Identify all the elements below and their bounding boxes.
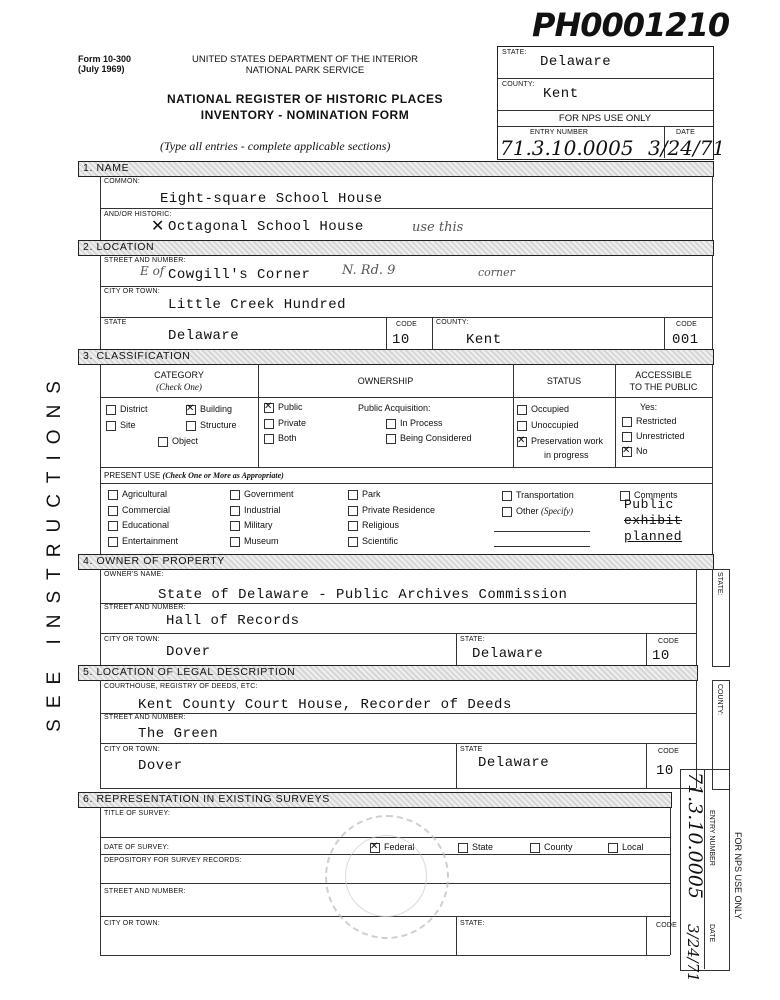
nps-county: Kent	[543, 86, 579, 102]
stat-in-progress: in progress	[544, 450, 589, 460]
section-6-title: 6. REPRESENTATION IN EXISTING SURVEYS	[83, 793, 330, 805]
state-label: STATE	[104, 319, 127, 326]
survey-street-label: STREET AND NUMBER:	[104, 888, 186, 895]
section-1-title: 1. NAME	[83, 162, 130, 174]
department: UNITED STATES DEPARTMENT OF THE INTERIOR	[192, 54, 418, 65]
level-county[interactable]: County	[530, 842, 573, 853]
category-label: CATEGORY	[154, 370, 204, 380]
section-5-title: 5. LOCATION OF LEGAL DESCRIPTION	[83, 666, 296, 678]
form-title	[140, 91, 470, 123]
owner-city-label: CITY OR TOWN:	[104, 636, 160, 643]
legal-street-label: STREET AND NUMBER:	[104, 714, 186, 721]
cat-structure[interactable]: Structure	[186, 420, 237, 431]
typed-comments: Public exhibit planned	[624, 497, 683, 544]
code-label: CODE	[396, 321, 418, 328]
legal-city-label: CITY OR TOWN:	[104, 746, 160, 753]
acq-being-considered[interactable]: Being Considered	[386, 433, 472, 444]
accessible-1: ACCESSIBLE	[635, 370, 692, 380]
section-5-bar	[78, 665, 698, 681]
public-acquisition: Public Acquisition:	[358, 403, 431, 413]
stamp-inner-ring	[345, 835, 427, 917]
ownership-label: OWNERSHIP	[357, 376, 414, 386]
agency	[160, 54, 450, 76]
side-date: 3/24/71	[684, 924, 702, 982]
section-1-bar	[78, 161, 714, 177]
section-3-title: 3. CLASSIFICATION	[83, 350, 191, 362]
common-label: COMMON:	[104, 178, 141, 185]
owner-side-label: STATE:	[716, 572, 723, 596]
side-nps-use-only: FOR NPS USE ONLY	[733, 832, 743, 920]
use-museum[interactable]: Museum	[230, 536, 279, 547]
handwritten-note: use this	[412, 220, 464, 235]
side-date-label: DATE	[708, 924, 715, 943]
street-note-2: corner	[478, 266, 515, 279]
street-note: N. Rd. 9	[342, 263, 396, 278]
present-use-note: (Check One or More as Appropriate)	[162, 471, 284, 480]
owner-state-label: STATE:	[460, 636, 485, 643]
nps-entry-number: 71.3.10.0005	[500, 136, 634, 160]
use-government[interactable]: Government	[230, 489, 294, 500]
title-line-2: INVENTORY - NOMINATION FORM	[200, 108, 410, 122]
status-label: STATUS	[546, 376, 582, 386]
own-both[interactable]: Both	[264, 433, 297, 444]
section-4-title: 4. OWNER OF PROPERTY	[83, 555, 225, 567]
form-date: (July 1969)	[78, 64, 125, 74]
survey-state-label: STATE:	[460, 920, 485, 927]
nps-use-only: FOR NPS USE ONLY	[558, 113, 652, 124]
level-local[interactable]: Local	[608, 842, 644, 853]
form-number	[78, 54, 131, 74]
owner-name-label: OWNER'S NAME:	[104, 571, 164, 578]
section-4-bar	[78, 554, 714, 570]
use-private-residence[interactable]: Private Residence	[348, 505, 435, 516]
survey-title-label: TITLE OF SURVEY:	[104, 810, 171, 817]
legal-side-label: COUNTY:	[716, 684, 723, 716]
nps-county-label: COUNTY:	[502, 81, 535, 88]
side-entry-number: 71.3.10.0005	[684, 772, 706, 899]
cat-district[interactable]: District	[106, 404, 148, 415]
historic-label: AND/OR HISTORIC:	[104, 211, 172, 218]
owner-street: Hall of Records	[166, 613, 300, 629]
side-entry-label: ENTRY NUMBER	[708, 810, 715, 866]
stat-unoccupied[interactable]: Unoccupied	[517, 420, 579, 431]
use-comments[interactable]: Comments	[620, 490, 678, 501]
level-federal[interactable]: ✕ Federal	[370, 842, 415, 853]
use-entertainment[interactable]: Entertainment	[108, 536, 178, 547]
courthouse: Kent County Court House, Recorder of Deeds	[138, 697, 512, 713]
survey-city-label: CITY OR TOWN:	[104, 920, 160, 927]
legal-street: The Green	[138, 726, 219, 742]
section-2-bar	[78, 240, 714, 256]
owner-state: Delaware	[472, 646, 544, 662]
state: Delaware	[168, 328, 240, 344]
nps-state: Delaware	[540, 54, 612, 70]
legal-code: 10	[656, 763, 674, 779]
instructions: (Type all entries - complete applicable sections)	[160, 139, 391, 153]
stat-occupied[interactable]: Occupied	[517, 404, 569, 415]
cat-building[interactable]: ✕ Building	[186, 404, 232, 415]
use-military[interactable]: Military	[230, 520, 273, 531]
common-name: Eight-square School House	[160, 191, 383, 207]
owner-code: 10	[652, 648, 670, 664]
form-no: Form 10-300	[78, 54, 132, 64]
city: Little Creek Hundred	[168, 297, 347, 313]
acc-yes: Yes:	[640, 402, 658, 412]
street-prefix: E of	[140, 264, 165, 278]
service: NATIONAL PARK SERVICE	[245, 65, 365, 76]
legal-city: Dover	[138, 758, 183, 774]
owner-street-label: STREET AND NUMBER:	[104, 604, 186, 611]
owner-city: Dover	[166, 644, 211, 660]
cat-object[interactable]: Object	[158, 436, 198, 447]
use-transportation[interactable]: Transportation	[502, 490, 574, 501]
use-religious[interactable]: Religious	[348, 520, 399, 531]
use-scientific[interactable]: Scientific	[348, 536, 398, 547]
section-6-bar	[78, 792, 672, 808]
present-use-header	[104, 471, 284, 480]
level-state[interactable]: State	[458, 842, 493, 853]
category-header	[100, 369, 258, 393]
use-agricultural[interactable]: Agricultural	[108, 489, 167, 500]
survey-code-label: CODE	[656, 922, 678, 929]
nps-entry-label: ENTRY NUMBER	[530, 129, 589, 136]
depository-label: DEPOSITORY FOR SURVEY RECORDS:	[104, 857, 242, 864]
own-public[interactable]: ✕Public	[264, 402, 303, 413]
county: Kent	[466, 332, 502, 348]
use-educational[interactable]: Educational	[108, 520, 169, 531]
use-commercial[interactable]: Commercial	[108, 505, 170, 516]
owner-code-label: CODE	[658, 638, 680, 645]
courthouse-label: COURTHOUSE, REGISTRY OF DEEDS, ETC:	[104, 683, 258, 690]
accessible-header	[615, 369, 712, 393]
accessible-2: TO THE PUBLIC	[629, 382, 698, 392]
nps-date: 3/24/71	[648, 136, 726, 160]
legal-state-label: STATE	[460, 746, 483, 753]
legal-code-label: CODE	[658, 748, 680, 755]
nps-date-label: DATE	[676, 129, 695, 136]
own-private[interactable]: Private	[264, 418, 306, 429]
street: Cowgill's Corner	[168, 267, 311, 283]
city-label: CITY OR TOWN:	[104, 288, 160, 295]
use-park[interactable]: Park	[348, 489, 381, 500]
use-industrial[interactable]: Industrial	[230, 505, 281, 516]
code2-label: CODE	[676, 321, 698, 328]
stat-preservation[interactable]: ✕Preservation work	[517, 436, 603, 447]
title-line-1: NATIONAL REGISTER OF HISTORIC PLACES	[166, 92, 444, 106]
acq-in-process[interactable]: In Process	[386, 418, 443, 429]
handwritten-id: PH0001210	[532, 6, 730, 44]
legal-state: Delaware	[478, 755, 550, 771]
check-one: (Check One)	[156, 382, 202, 392]
survey-date-label: DATE OF SURVEY:	[104, 844, 169, 851]
see-instructions: SEE INSTRUCTIONS	[44, 370, 65, 732]
cat-site[interactable]: Site	[106, 420, 136, 431]
historic-name: Octagonal School House	[168, 219, 364, 235]
street-label: STREET AND NUMBER:	[104, 257, 186, 264]
section-3-bar	[78, 349, 714, 365]
section-2-title: 2. LOCATION	[83, 241, 155, 253]
owner-name: State of Delaware - Public Archives Commission	[158, 587, 568, 603]
county-code: 001	[672, 332, 699, 348]
present-use-label: PRESENT USE	[104, 471, 161, 480]
acc-restricted[interactable]: Restricted	[622, 416, 677, 427]
state-code: 10	[392, 332, 410, 348]
nps-state-label: STATE:	[502, 49, 527, 56]
acc-unrestricted[interactable]: Unrestricted	[622, 431, 685, 442]
county-label: COUNTY:	[436, 319, 469, 326]
acc-no[interactable]: ✕No	[622, 446, 648, 457]
use-other[interactable]: Other (Specify)	[502, 506, 573, 517]
